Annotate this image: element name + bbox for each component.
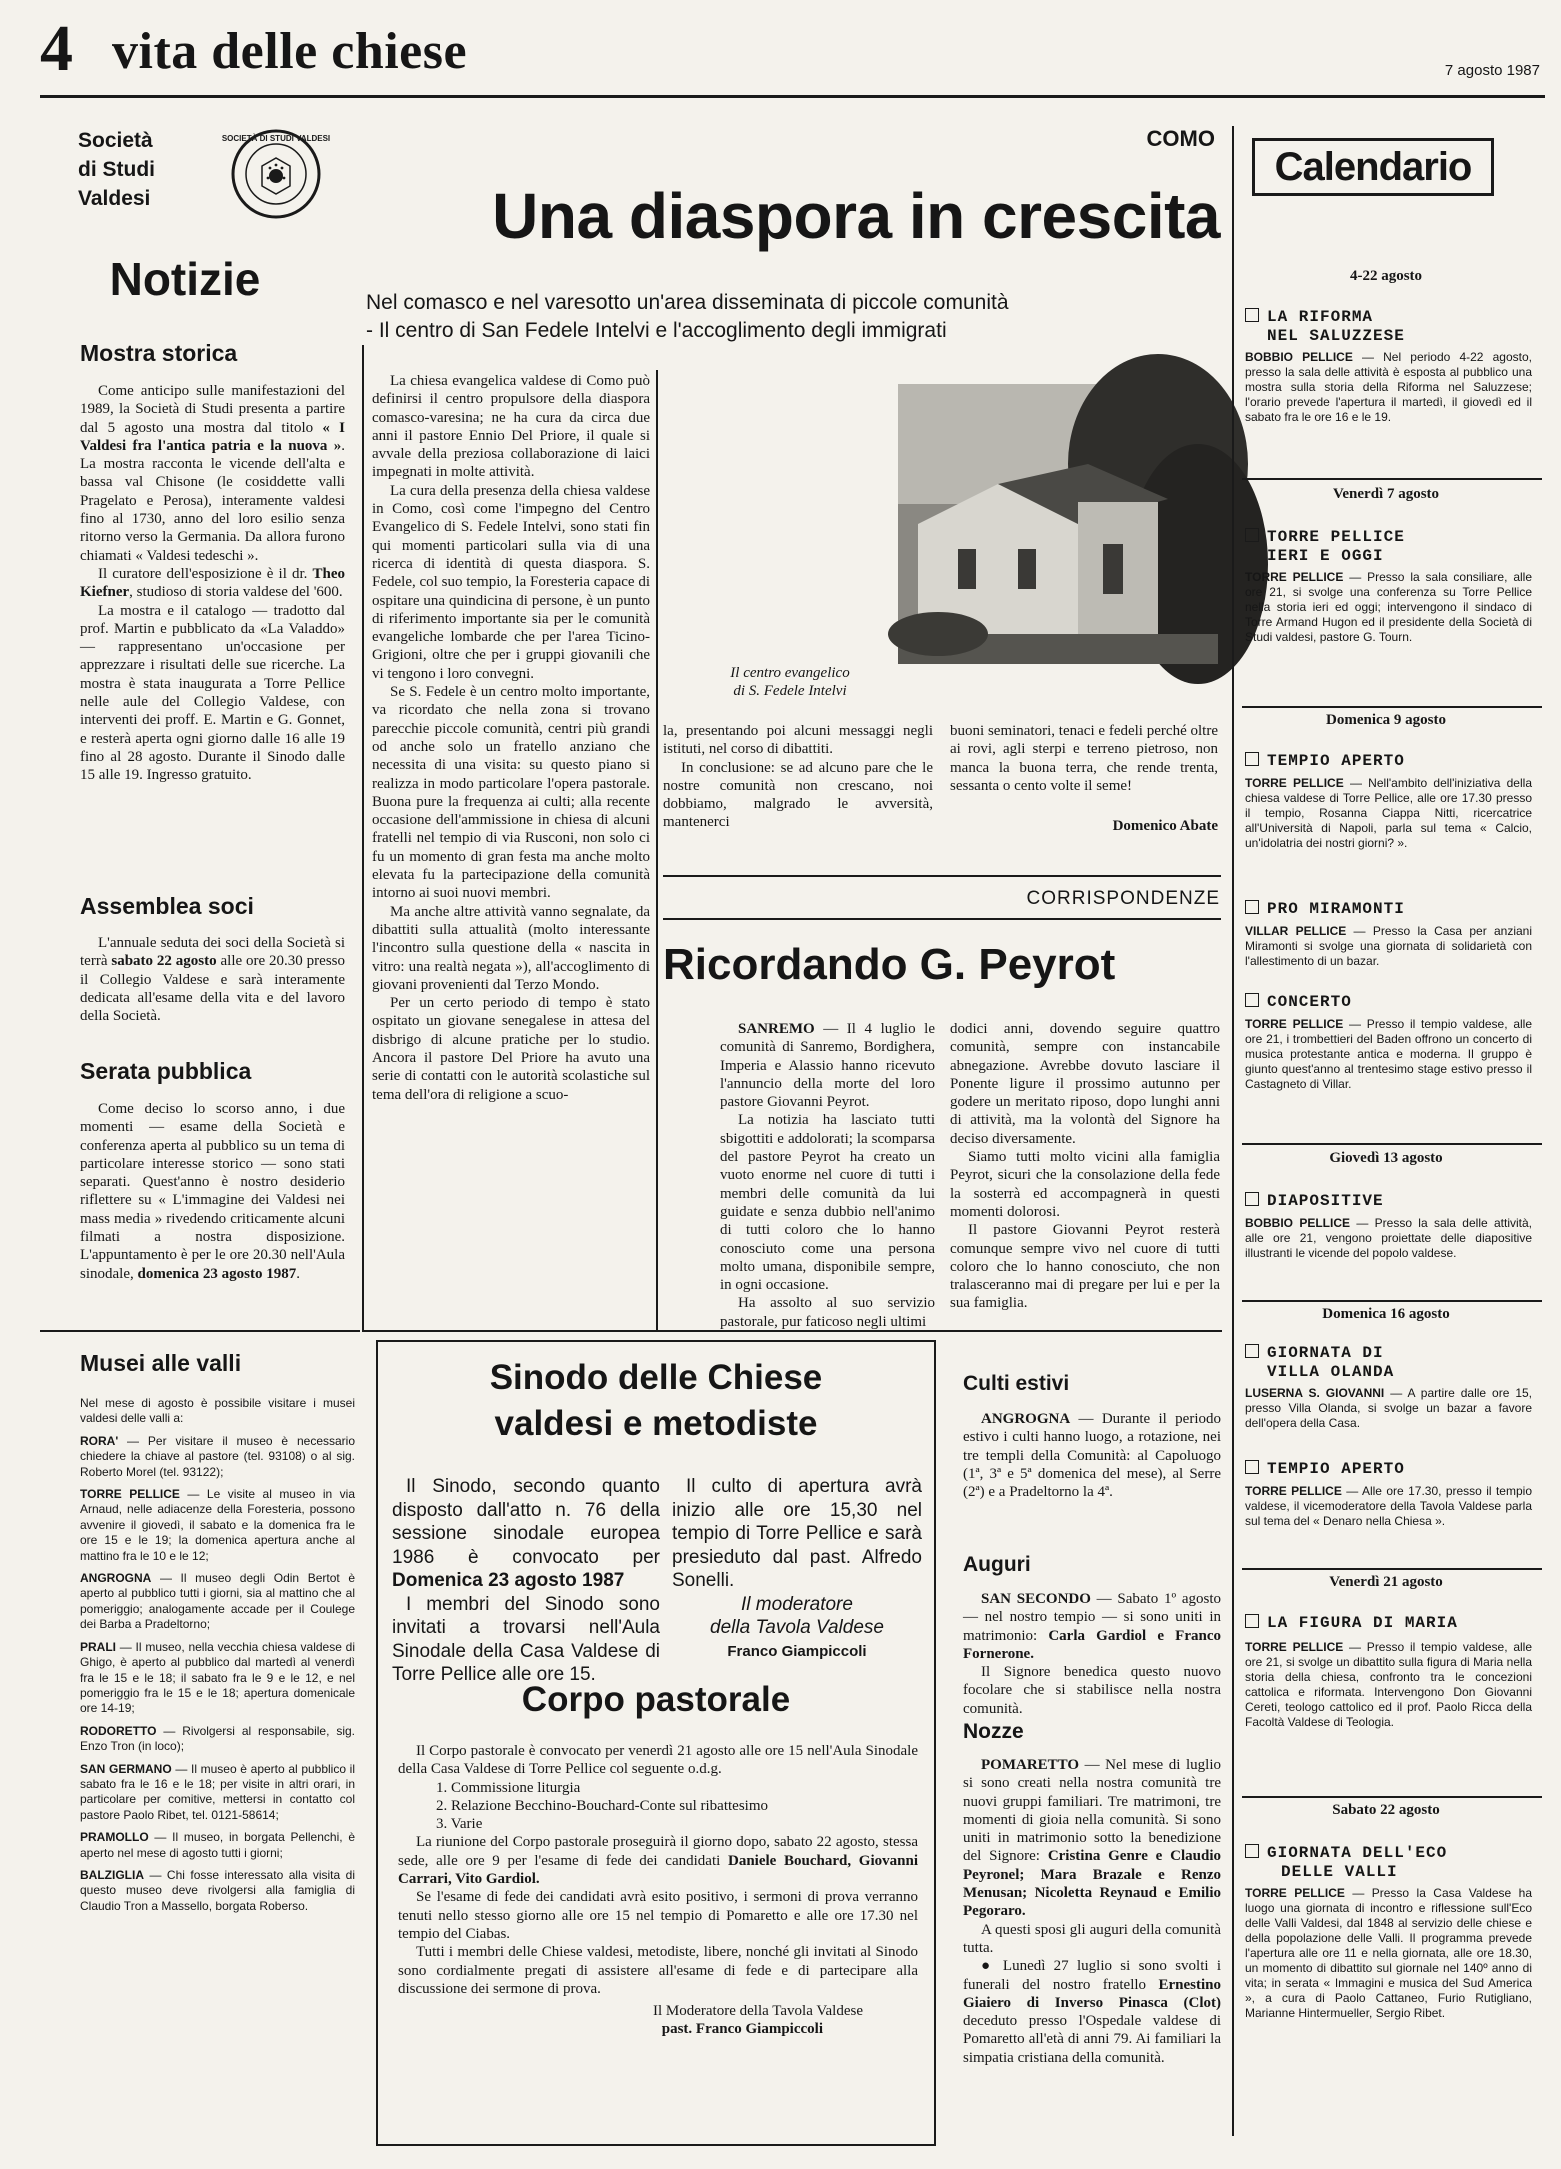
assemblea-text: L'annuale seduta dei soci della Società si terrà sabato 22 agosto alle ore 20.30 presso il Collegio Valdese e sarà interamente dedicata all'esame della vita e del lavoro della Società.: [80, 935, 345, 1025]
calendar-entry-title: GIORNATA DELL'ECO DELLE VALLI: [1245, 1844, 1540, 1882]
calendar-entry-title: TEMPIO APERTO: [1245, 752, 1535, 771]
calendar-entry-text: VILLAR PELLICE — Presso la Casa per anziani Miramonti si svolge una giornata di solidarietà con l'allestimento di un bazar.: [1245, 924, 1532, 968]
checkbox-icon: [1245, 528, 1259, 542]
checkbox-icon: [1245, 308, 1259, 322]
calendar-entry-title: LA FIGURA DI MARIA: [1245, 1614, 1540, 1633]
calendar-date: Venerdì 7 agosto: [1332, 486, 1440, 502]
mostra-text: Come anticipo sulle manifestazioni del 1989, la Società di Studi presenta a partire dal 5 agosto una mostra dal titolo « I Valdesi fra l'antica patria e la nuova ». La mostra racconta le vicende dell'alta e bassa val Chisone (le cosiddette valli Pragelato e Perosa), interamente valdesi fino al 1730, anno del loro esilio senza ritorno verso la Germania. Da allora furono chiamati « Valdesi tedeschi ». Il curatore dell'esposizione è il dr. Theo Kiefner, studioso di storia valdese del '600. La mostra e il catalogo — tradotto dal prof. Martin e pubblicato da «La Valaddo» — rappresentano un'occasione per apprezzare i risultati delle sue ricerche. La mostra è stata inaugurata a Torre Pellice nelle aule del Collegio Valdese, con interventi dei proff. E. Martin e G. Gonnet, e resterà aperta ogni giorno dalle 16 alle 19 fino al 28 agosto. Durante il Sinodo dalle 15 alle 19. Ingresso gratuito.: [80, 383, 346, 784]
como-kicker: COMO: [1146, 126, 1215, 151]
sinodo-title: Sinodo delle Chiese valdesi e metodiste: [489, 1358, 823, 1443]
calendar-date: 4-22 agosto: [1349, 268, 1423, 284]
nozze-title: Nozze: [963, 1720, 1024, 1743]
checkbox-icon: [1245, 993, 1259, 1007]
serata-text: Come deciso lo scorso anno, i due momenti — esame della Società e conferenza aperta al pubblico su un tema di particolare interesse storico — sono stati separati. Quest'anno è nostro desiderio riflettere su « L'immagine dei Valdesi nei mass media » rivedendo criticamente alcuni filmati a nostra disposizione. L'appuntamento è per le ore 20.30 nell'Aula sinodale, domenica 23 agosto 1987.: [80, 1101, 345, 1282]
calendar-entry-title: TORRE PELLICE IERI E OGGI: [1245, 528, 1535, 566]
checkbox-icon: [1245, 1844, 1259, 1858]
societa-name-line3: Valdesi: [78, 187, 151, 210]
musei-list: [80, 1396, 355, 1921]
como-author: Domenico Abate: [1112, 818, 1218, 834]
calendar-rule: [1242, 1796, 1542, 1798]
checkbox-icon: [1245, 900, 1259, 914]
sinodo-col2: Il culto di apertura avrà inizio alle ore 15,30 nel tempio di Torre Pellice e sarà presieduto dal past. Alfredo Sonelli. Il moderatore della Tavola Valdese Franco Giampiccoli: [672, 1476, 922, 1660]
culti-text: ANGROGNA — Durante il periodo estivo i culti hanno luogo, a rotazione, nei tre templi della Comunità: al Capoluogo (1ª, 3ª e 5ª domenica del mese), al Serre (2ª) e a Pradeltorno la 4ª.: [963, 1411, 1221, 1501]
masthead-rule: [40, 95, 1545, 98]
calendario-title: Calendario: [1252, 138, 1494, 196]
calendar-entry-text: BOBBIO PELLICE — Nel periodo 4-22 agosto, presso la sala delle attività è esposta al pubblico una mostra sulla storia della Riforma nel Saluzzese; l'orario prevede l'apertura il martedì, il giovedì ed il sabato fra le ore 16 e le 19.: [1245, 350, 1532, 424]
auguri-title: Auguri: [963, 1553, 1031, 1576]
auguri-text: SAN SECONDO — Sabato 1º agosto — nel nostro tempio — si sono uniti in matrimonio: Carla Gardiol e Franco Fornerone. Il Signore benedica questo nuovo focolare che si stabilisce nella nostra comunità.: [963, 1591, 1221, 1717]
seal-emblem-icon: [221, 128, 331, 220]
como-col1: La chiesa evangelica valdese di Como può definirsi il centro propulsore della diaspora comasco-varesina; ne ha cura da circa due anni il pastore Ennio Del Priore, il quale si avvale della preziosa collaborazione di laici impegnati in molte attività. La cura della presenza della chiesa valdese in Como, così come l'impegno del Centro Evangelico di S. Fedele Intelvi, sono stati fin qui momenti particolari sulla via di una ricerca di identità di questa diaspora. S. Fedele, col suo tempio, la Foresteria capace di ospitare una quindicina di persone, è un punto di riferimento importante sia per le comunità evangeliche lombarde che per l'area Ticino-Grigioni, oltre che per i gruppi giovanili che vi tengono i loro convegni. Se S. Fedele è un centro molto importante, va ricordato che nella zona si trovano parecchie piccole comunità, centri più grandi od anche solo un fratello anziano che necessita di una visita: su questo piano si realizza in modo particolare l'opera pastorale. Buona pure la frequenza ai culti; alla recente occasione dell'ammissione in chiesa di alcuni fratelli nel tempio di via Rusconi, non solo ci fu un momento di gran festa ma anche molto elevata fu la partecipazione della comunità intorno ai suoi nuovi membri. Ma anche altre attività vanno segnalate, da dibattiti sulla attualità (molto interessante l'incontro sulla questione della « nascita in vitro: una realtà negata »), all'accoglimento di giovani provenienti dal Terzo Mondo. Per un certo periodo di tempo è stato ospitato un giovane senegalese in attesa del disbrigo di alcune pratiche per lo studio. Ancora il pastore Del Priore ha avuto una serie di contatti con le autorità scolastiche sul tema dell'ora di religione a scuo-: [372, 373, 650, 1103]
societa-name: [78, 126, 155, 213]
musei-intro: Nel mese di agosto è possibile visitare i musei valdesi delle valli a:: [80, 1396, 355, 1426]
calendar-entry-title: GIORNATA DI VILLA OLANDA: [1245, 1344, 1535, 1382]
calendar-entry-text: TORRE PELLICE — Presso la sala consiliare, alle ore 21, si svolge una conferenza su Torre Pellice nella storia ieri ed oggi; intervengono il sindaco di Torre Armand Hugon ed il presidente della Società di Studi valdesi, pastore G. Tourn.: [1245, 570, 1532, 644]
peyrot-kicker: CORRISPONDENZE: [1026, 888, 1220, 909]
societa-name-line2: di Studi: [78, 158, 155, 181]
societa-seal: [221, 128, 331, 220]
calendar-rule: [1242, 706, 1542, 708]
page-number: 4: [40, 12, 73, 85]
calendar-entry-text: TORRE PELLICE — Presso la Casa Valdese ha luogo una giornata di incontro e riflessione sull'Eco delle Valli Valdesi, dal 1848 al servizio delle chiese e della popolazione delle Valli. Il programma prevede l'apertura alle ore 11 e nella giornata, alle ore 18.30, un momento di dibattito sul giornale nel 140º anno di vita; in serata « Immagini e musica del Sud America », a cura di Paolo Cattaneo, Furio Rutigliano, Marianne Hintermueller, Sergio Ribet.: [1245, 1886, 1532, 2020]
calendar-entry-text: TORRE PELLICE — Presso il tempio valdese, alle ore 21, i trombettieri del Baden offrono un concerto di musica protestante antica e moderna. Il gruppo è giunto quest'anno al trentesimo stage estivo presso il Castagneto di Villar.: [1245, 1017, 1533, 1091]
calendar-entry-text: BOBBIO PELLICE — Presso la sala delle attività, alle ore 21, vengono proiettate delle diapositive illustranti le vicende del popolo valdese.: [1245, 1216, 1532, 1260]
societa-name-line1: Società: [78, 129, 153, 152]
notizie-title: Notizie: [109, 253, 261, 305]
calendar-date: Giovedì 13 agosto: [1329, 1150, 1443, 1166]
museum-item: PRALI — Il museo, nella vecchia chiesa valdese di Ghigo, è aperto al pubblico dal martedì al venerdì fra le 15 e le 18; il sabato fra le 9 e le 12, e nel pomeriggio fra le 15 e le 18; apertura domenicale ore 14-19;: [80, 1639, 355, 1716]
calendar-entry-text: LUSERNA S. GIOVANNI — A partire dalle ore 15, presso Villa Olanda, si svolge un bazar a favore dell'opera della Casa.: [1245, 1386, 1533, 1430]
peyrot-col2: dodici anni, dovendo seguire quattro comunità, sempre con instancabile abnegazione. Avrebbe dovuto lasciare il Ponente ligure il prossimo autunno per godere un meritato riposo, dopo lunghi anni di attività, ma la volontà del Signore ha deciso diversamente. Siamo tutti molto vicini alla famiglia Peyrot, sicuri che la consolazione della fede la sosterrà ed accompagnerà in questi momenti dolorosi. Il pastore Giovanni Peyrot resterà comunque sempre vivo nel cuore di tutti coloro che lo hanno conosciuto, che non tralasceranno mai di pregare per lui e per la sua famiglia.: [950, 1021, 1220, 1312]
como-col3: buoni seminatori, tenaci e fedeli perché oltre ai rovi, agli sterpi e terreno pietroso, non manca la buona terra, che rende trenta, sessanta o cento volte il seme!: [950, 723, 1218, 794]
como-bottom-rule: [663, 875, 1221, 877]
calendar-entry-text: TORRE PELLICE — Presso il tempio valdese, alle ore 21, si svolge un dibattito sulla figura di Maria nella storia della chiesa, confronto tra le concezioni cattolica e riformata. Intervengono Don Giovanni Cereti, teologo cattolico ed il prof. Paolo Ricca della Facoltà Valdese di Teologia.: [1245, 1640, 1533, 1729]
calendar-entry-title: TEMPIO APERTO: [1245, 1460, 1535, 1479]
calendar-rule: [1242, 1300, 1542, 1302]
como-headline: Una diaspora in crescita: [492, 180, 1220, 252]
museum-item: TORRE PELLICE — Le visite al museo in via Arnaud, nelle adiacenze della Foresteria, possono avvenire il giovedì, il sabato e la domenica fra le ore 15 e le 19; la domenica apertura anche al mattino fra le 10 e le 12;: [80, 1487, 355, 1563]
corpo-text: Il Corpo pastorale è convocato per venerdì 21 agosto alle ore 15 nell'Aula Sinodale della Casa Valdese di Torre Pellice col seguente o.d.g. 1. Commissione liturgia 2. Relazione Becchino-Bouchard-Conte sul ribattesimo 3. Varie La riunione del Corpo pastorale proseguirà il giorno dopo, sabato 22 agosto, stessa sede, alle ore 9 per l'esame di fede dei candidati Daniele Bouchard, Giovanni Carrari, Vito Gardiol. Se l'esame di fede dei candidati avrà esito positivo, i sermoni di prova verranno tenuti nello stesso giorno alle ore 15 nel tempio di Pomaretto e alle ore 17.30 nel tempio del Ciabas. Tutti i membri delle Chiese valdesi, metodiste, libere, nonché gli invitati al Sinodo sono cordialmente pregati di assistere all'esame di fede e di partecipare alla discussione dei sermone di prova. Il Moderatore della Tavola Valdese past. Franco Giampiccoli: [398, 1743, 918, 2038]
culti-title: Culti estivi: [963, 1372, 1070, 1395]
calendar-rule: [1242, 1143, 1542, 1145]
museum-item: PRAMOLLO — Il museo, in borgata Pellenchi, è aperto nel mese di agosto tutti i giorni;: [80, 1830, 355, 1860]
corpo-title: Corpo pastorale: [521, 1680, 791, 1719]
serata-title: Serata pubblica: [80, 1058, 252, 1084]
left-column-rule: [362, 345, 364, 1330]
calendar-entry-title: PRO MIRAMONTI: [1245, 900, 1535, 919]
assemblea-title: Assemblea soci: [80, 893, 254, 919]
issue-date: 7 agosto 1987: [1444, 62, 1540, 79]
bullet-icon: ●: [981, 1958, 1003, 1975]
peyrot-col1: SANREMO — Il 4 luglio le comunità di Sanremo, Bordighera, Imperia e Alassio hanno ricevuto l'annuncio della morte del loro pastore Giovanni Peyrot. La notizia ha lasciato tutti sbigottiti e addolorati; la scomparsa del pastore Peyrot ha creato un vuoto enorme nel cuore di tutti i membri delle comunità da lui guidate e senza dubbio nell'animo di tutti coloro che lo hanno conosciuto come una persona molto umana, disponibile sempre, in ogni occasione. Ha assolto al suo servizio pastorale, pur faticoso negli ultimi: [720, 1021, 935, 1330]
peyrot-kicker-rule: [663, 918, 1221, 920]
calendar-column-rule: [1232, 126, 1234, 2136]
museum-item: BALZIGLIA — Chi fosse interessato alla visita di questo museo deve rivolgersi alla famiglia di Claudio Tron a Massello, borgata Roberso.: [80, 1867, 355, 1913]
sinodo-col1: Il Sinodo, secondo quanto disposto dall'atto n. 76 della sessione sinodale europea 1986 è convocato per Domenica 23 agosto 1987 I membri del Sinodo sono invitati a trovarsi nell'Aula Sinodale della Casa Valdese di Torre Pellice alle ore 15.: [392, 1476, 660, 1685]
nozze-text: POMARETTO — Nel mese di luglio si sono creati nella nostra comunità tre nuovi gruppi familiari. Tre matrimoni, tre momenti di gioia nella comunità. Si sono uniti in matrimonio sotto la benedizione del Signore: Cristina Genre e Claudio Peyronel; Mara Brazale e Renzo Menusan; Nicoletta Reynaud e Emilio Pegoraro. A questi sposi gli auguri della comunità tutta. ● Lunedì 27 luglio si sono svolti i funerali del nostro fratello Ernestino Giaiero di Inverso Pinasca (Clot) deceduto presso l'Ospedale valdese di Pomaretto all'età di anni 79. Ai familiari la simpatia cristiana della comunità.: [963, 1757, 1222, 2066]
calendar-entry-text: TORRE PELLICE — Nell'ambito dell'iniziativa della chiesa valdese di Torre Pellice, alle ore 17.30 presso il tempio, Rosanna Ciappa Nitti, ricercatrice all'Università di Napoli, parla sul tema « Calcio, un'idolatria dei nostri giorni? ».: [1245, 776, 1532, 850]
calendar-entry-title: CONCERTO: [1245, 993, 1535, 1012]
museum-item: ANGROGNA — Il museo degli Odin Bertot è aperto al pubblico tutti i giorni, sia al mattino che al pomeriggio; analogamente accade per il Coulege dei Barba a Pradeltorno;: [80, 1571, 355, 1632]
checkbox-icon: [1245, 752, 1259, 766]
church-photo: [898, 384, 1218, 664]
calendar-rule: [1242, 478, 1542, 480]
svg-text:SOCIETÀ DI STUDI VALDESI: SOCIETÀ DI STUDI VALDESI: [221, 134, 331, 143]
museum-item: SAN GERMANO — Il museo è aperto al pubblico il sabato fra le 16 e le 18; per visite in altri orari, in particolare per comitive, mettersi in contatto col pastore Paolo Ribet, tel. 0121-58614;: [80, 1761, 356, 1822]
museum-item: RORA' — Per visitare il museo è necessario chiedere la chiave al pastore (tel. 93108) o al sig. Roberto Morel (tel. 93122);: [80, 1433, 355, 1479]
calendar-date: Sabato 22 agosto: [1332, 1802, 1440, 1818]
church-building-image: [898, 384, 1218, 664]
middle-bottom-rule: [362, 1330, 1222, 1332]
calendar-date: Domenica 16 agosto: [1322, 1306, 1450, 1322]
checkbox-icon: [1245, 1460, 1259, 1474]
calendar-entry-title: LA RIFORMA NEL SALUZZESE: [1245, 308, 1535, 346]
musei-title: Musei alle valli: [80, 1350, 242, 1376]
como-col2: la, presentando poi alcuni messaggi negli istituti, nel corso di dibattiti. In conclusione: se ad alcuno pare che le nostre comunità non crescano, noi dobbiamo, malgrado le avversità, mantenerci: [663, 723, 933, 831]
calendar-date: Venerdì 21 agosto: [1329, 1574, 1443, 1590]
calendar-rule: [1242, 1568, 1542, 1570]
section-title: vita delle chiese: [112, 23, 468, 80]
mostra-title: Mostra storica: [80, 340, 238, 366]
calendar-entry-text: TORRE PELLICE — Alle ore 17.30, presso il tempio valdese, il vicemoderatore della Tavola Valdese parla sul tema del « Denaro nella Chiesa ».: [1245, 1484, 1532, 1528]
calendar-date: Domenica 9 agosto: [1326, 712, 1446, 728]
como-column-rule: [656, 370, 658, 1330]
como-subhead: Nel comasco e nel varesotto un'area disseminata di piccole comunità - Il centro di San Fedele Intelvi e l'accoglimento degli immigrati: [366, 291, 1009, 342]
calendar-entry-title: DIAPOSITIVE: [1245, 1192, 1535, 1211]
checkbox-icon: [1245, 1344, 1259, 1358]
notizie-bottom-rule: [40, 1330, 360, 1332]
checkbox-icon: [1245, 1192, 1259, 1206]
checkbox-icon: [1245, 1614, 1259, 1628]
museum-item: RODORETTO — Rivolgersi al responsabile, sig. Enzo Tron (in loco);: [80, 1723, 355, 1754]
photo-caption: Il centro evangelico di S. Fedele Intelvi: [730, 665, 850, 699]
peyrot-headline: Ricordando G. Peyrot: [663, 940, 1116, 989]
